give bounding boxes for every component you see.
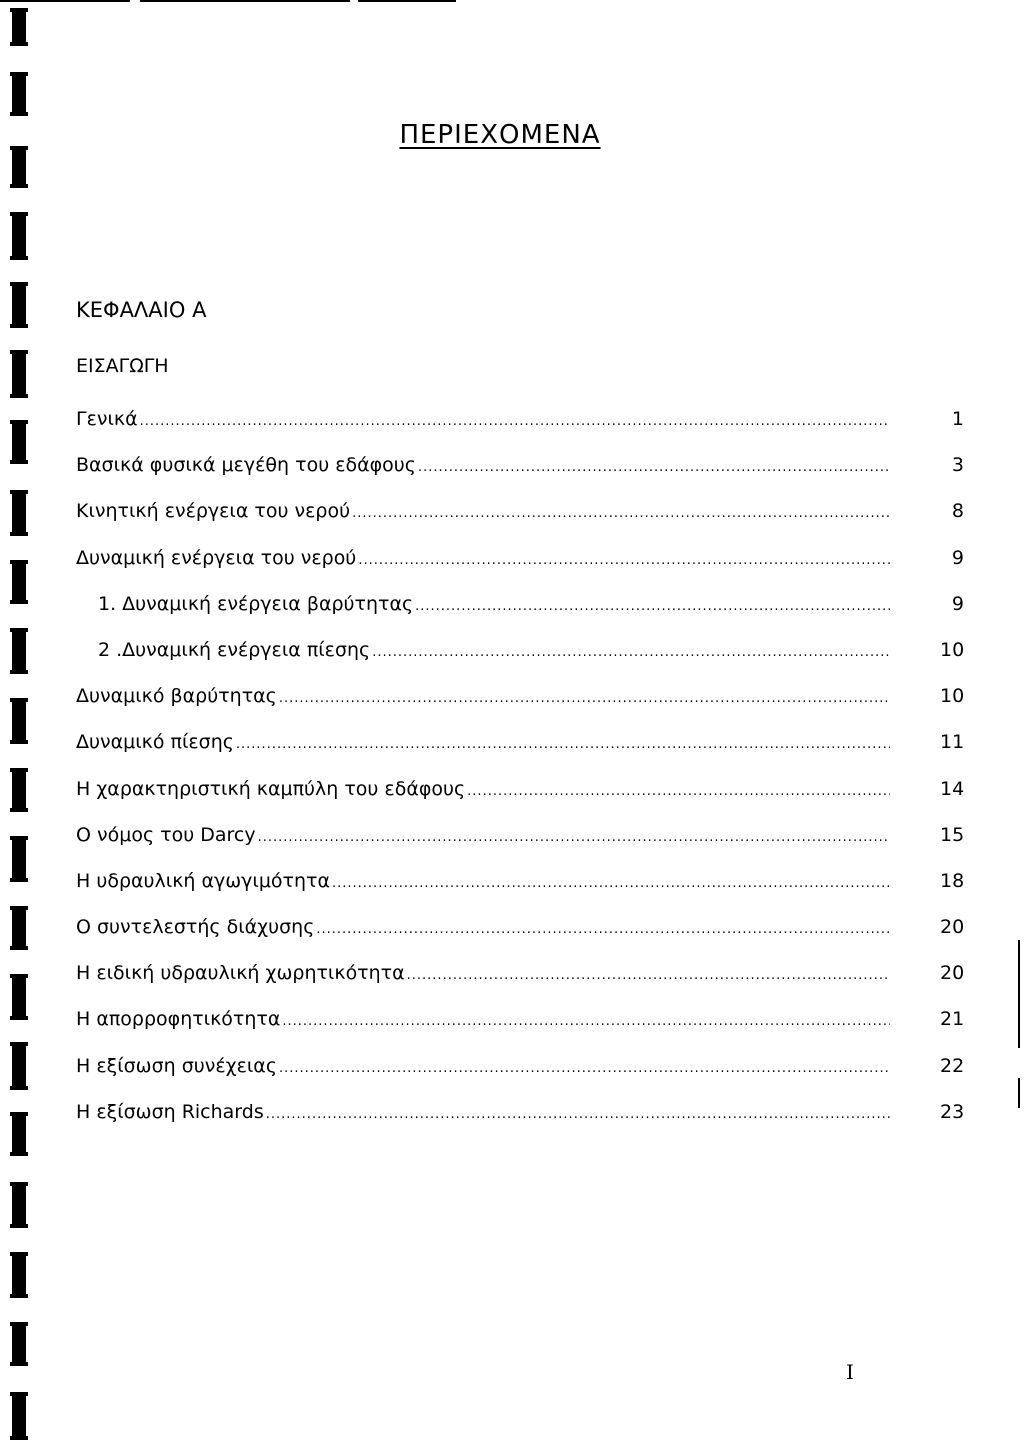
- toc-entry-page: 20: [940, 916, 965, 939]
- toc-entry-body: [76, 778, 894, 800]
- binding-mark: [12, 1322, 26, 1366]
- binding-mark: [12, 490, 26, 536]
- toc-leader-dots: [282, 1014, 890, 1029]
- toc-entry-title: Η χαρακτηριστική καμπύλη του εδάφους: [76, 777, 466, 800]
- table-of-contents: [76, 408, 968, 1147]
- toc-leader-dots: [418, 460, 890, 475]
- toc-entry-body: [76, 454, 894, 476]
- toc-entry[interactable]: [76, 454, 968, 500]
- toc-leader-dots: [236, 737, 890, 752]
- toc-entry-title: Η εξίσωση συνέχειας: [76, 1054, 277, 1077]
- toc-entry-page: 15: [940, 823, 965, 846]
- binding-mark: [12, 836, 26, 882]
- toc-leader-dots: [316, 922, 890, 937]
- toc-entry[interactable]: [76, 731, 968, 777]
- binding-mark: [12, 8, 26, 46]
- toc-leader-dots: [358, 553, 890, 568]
- toc-entry[interactable]: [76, 916, 968, 962]
- toc-entry-title: Βασικά φυσικά μεγέθη του εδάφους: [76, 454, 416, 477]
- toc-entry-page: 9: [951, 592, 964, 615]
- binding-mark: [12, 698, 26, 744]
- scan-top-rule: [358, 0, 456, 2]
- toc-leader-dots: [415, 599, 890, 614]
- toc-leader-dots: [266, 1107, 890, 1122]
- toc-entry-title: Δυναμικό βαρύτητας: [76, 685, 277, 708]
- toc-entry[interactable]: [76, 1008, 968, 1054]
- binding-mark: [12, 906, 26, 950]
- toc-entry-body: [76, 639, 894, 661]
- toc-entry-title: Κινητική ενέργεια του νερού: [76, 500, 351, 523]
- toc-entry-title: 1. Δυναμική ενέργεια βαρύτητας: [98, 592, 414, 615]
- chapter-label: ΚΕΦΑΛΑΙΟ Α: [76, 298, 207, 322]
- toc-entry[interactable]: [76, 962, 968, 1008]
- toc-entry-body: [76, 685, 894, 707]
- toc-entry-page: 8: [951, 500, 964, 523]
- toc-entry-body: [76, 962, 894, 984]
- binding-mark: [12, 282, 26, 328]
- toc-entry[interactable]: [76, 639, 968, 685]
- toc-leader-dots: [332, 876, 890, 891]
- toc-entry-page: 14: [940, 777, 965, 800]
- toc-entry-page: 10: [940, 685, 965, 708]
- toc-entry-body: [76, 916, 894, 938]
- toc-entry[interactable]: [76, 500, 968, 546]
- binding-mark: [12, 1112, 26, 1156]
- toc-entry[interactable]: [76, 685, 968, 731]
- toc-entry-body: [76, 1055, 894, 1077]
- toc-leader-dots: [258, 830, 890, 845]
- toc-entry-title: Η εξίσωση Richards: [76, 1100, 264, 1123]
- toc-entry-page: 10: [940, 638, 965, 661]
- toc-entry[interactable]: [76, 408, 968, 454]
- binding-mark: [12, 560, 26, 604]
- toc-leader-dots: [352, 506, 890, 521]
- toc-entry[interactable]: [76, 870, 968, 916]
- page-title: ΠΕΡΙΕΧΟΜΕΝΑ: [399, 120, 601, 150]
- toc-entry-body: [76, 1101, 894, 1123]
- chapter-subtitle: ΕΙΣΑΓΩΓΗ: [76, 355, 169, 377]
- toc-entry-body: [76, 547, 894, 569]
- binding-strip: [0, 0, 40, 1448]
- toc-entry-page: 9: [951, 546, 964, 569]
- scan-top-rule: [140, 0, 350, 2]
- toc-entry-title: Η απορροφητικότητα: [76, 1008, 281, 1031]
- binding-mark: [12, 72, 26, 116]
- toc-entry-page: 20: [940, 962, 965, 985]
- binding-mark: [12, 1042, 26, 1090]
- toc-entry-title: Ο συντελεστής διάχυσης: [76, 916, 315, 939]
- toc-entry[interactable]: [76, 1101, 968, 1147]
- toc-entry-title: Η ειδική υδραυλική χωρητικότητα: [76, 962, 405, 985]
- toc-leader-dots: [279, 691, 890, 706]
- scan-right-rule: [1018, 940, 1020, 1048]
- toc-entry[interactable]: [76, 824, 968, 870]
- binding-mark: [12, 212, 26, 260]
- toc-entry-body: [76, 824, 894, 846]
- toc-entry-title: Η υδραυλική αγωγιμότητα: [76, 869, 330, 892]
- binding-mark: [12, 1252, 26, 1298]
- binding-mark: [12, 628, 26, 674]
- binding-mark: [12, 1182, 26, 1228]
- toc-entry-page: 11: [940, 731, 965, 754]
- binding-mark: [12, 974, 26, 1020]
- toc-entry-body: [76, 593, 894, 615]
- toc-entry-body: [76, 870, 894, 892]
- toc-leader-dots: [467, 784, 890, 799]
- scan-right-rule: [1018, 1078, 1020, 1108]
- binding-mark: [12, 146, 26, 188]
- toc-entry-title: Δυναμική ενέργεια του νερού: [76, 546, 357, 569]
- binding-mark: [12, 768, 26, 812]
- toc-leader-dots: [407, 968, 890, 983]
- toc-entry-body: [76, 500, 894, 522]
- toc-entry-body: [76, 731, 894, 753]
- toc-entry[interactable]: [76, 1055, 968, 1101]
- toc-entry[interactable]: [76, 547, 968, 593]
- toc-entry-page: 22: [940, 1054, 965, 1077]
- toc-entry-title: Δυναμικό πίεσης: [76, 731, 234, 754]
- toc-entry[interactable]: [76, 593, 968, 639]
- binding-mark: [12, 420, 26, 464]
- toc-entry-page: 3: [951, 454, 964, 477]
- toc-entry[interactable]: [76, 778, 968, 824]
- toc-entry-page: 21: [940, 1008, 965, 1031]
- binding-mark: [12, 1392, 26, 1440]
- toc-entry-page: 23: [940, 1100, 965, 1123]
- toc-entry-title: 2 .Δυναμική ενέργεια πίεσης: [98, 638, 371, 661]
- toc-leader-dots: [372, 645, 890, 660]
- toc-leader-dots: [140, 414, 890, 429]
- page-number: I: [846, 1360, 854, 1384]
- toc-entry-body: [76, 1008, 894, 1030]
- toc-leader-dots: [279, 1061, 890, 1076]
- toc-entry-body: [76, 408, 894, 430]
- toc-entry-page: 18: [940, 869, 965, 892]
- toc-entry-page: 1: [951, 408, 964, 430]
- toc-entry-title: Γενικά: [76, 408, 138, 430]
- toc-entry-title: Ο νόμος του Darcy: [76, 823, 256, 846]
- binding-mark: [12, 350, 26, 398]
